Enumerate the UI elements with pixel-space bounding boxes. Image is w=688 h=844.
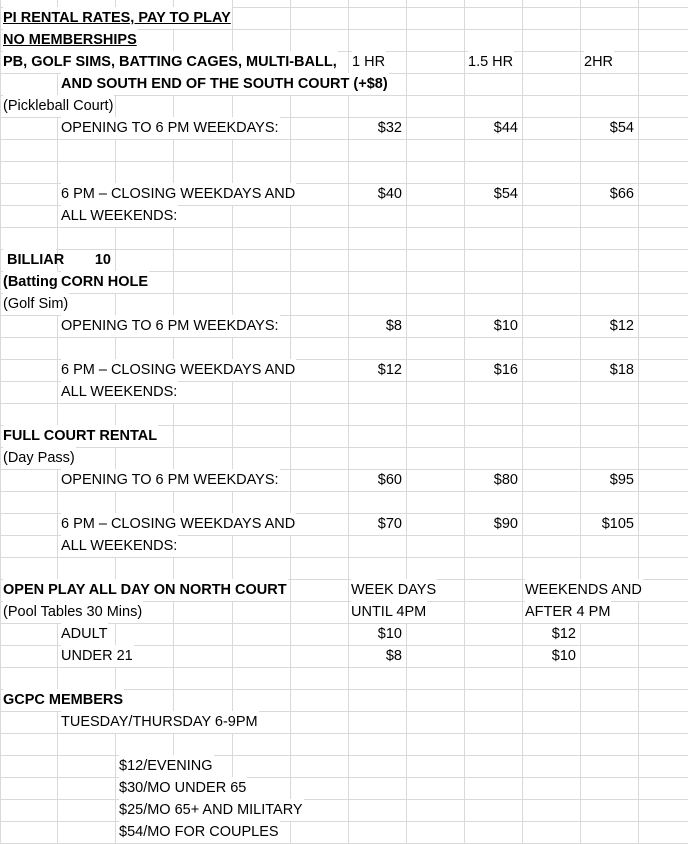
section-label[interactable]: GCPC MEMBERS — [3, 689, 124, 711]
price-cell[interactable]: $32 — [377, 120, 402, 136]
col-header-weekdays[interactable]: WEEK DAYS — [351, 579, 437, 601]
membership-price[interactable]: $12/EVENING — [119, 755, 214, 777]
col-header-2hr[interactable]: 2HR — [584, 51, 614, 73]
membership-price[interactable]: $54/MO FOR COUPLES — [119, 821, 280, 843]
row-label[interactable]: ALL WEEKENDS: — [61, 205, 178, 227]
golf-sim-label[interactable]: (Golf Sim) — [3, 293, 69, 315]
batting-label[interactable]: (Batting — [3, 271, 58, 293]
price-cell[interactable]: $80 — [493, 472, 518, 488]
cornhole-label[interactable]: CORN HOLE — [61, 271, 149, 293]
column-gridline — [290, 0, 291, 844]
title-cell[interactable]: PI RENTAL RATES, PAY TO PLAY — [3, 7, 232, 29]
price-cell[interactable]: $8 — [385, 318, 402, 334]
price-cell[interactable]: $8 — [385, 648, 402, 664]
col-header-1-5hr[interactable]: 1.5 HR — [468, 51, 514, 73]
section-label[interactable]: OPEN PLAY ALL DAY ON NORTH COURT — [3, 579, 288, 601]
price-cell[interactable]: $18 — [609, 362, 634, 378]
row-label[interactable]: 6 PM – CLOSING WEEKDAYS AND — [61, 513, 296, 535]
row-label[interactable]: OPENING TO 6 PM WEEKDAYS: — [61, 117, 280, 139]
column-gridline — [406, 0, 407, 844]
section-sublabel[interactable]: (Pool Tables 30 Mins) — [3, 601, 143, 623]
price-cell[interactable]: $44 — [493, 120, 518, 136]
price-cell[interactable]: $105 — [601, 516, 634, 532]
col-header-weekends-2[interactable]: AFTER 4 PM — [525, 601, 611, 623]
billiards-label[interactable]: BILLIAR — [3, 249, 56, 271]
row-label[interactable]: ALL WEEKENDS: — [61, 381, 178, 403]
services-cell-2[interactable]: AND SOUTH END OF THE SOUTH COURT (+$8) — [61, 73, 389, 95]
row-label[interactable]: OPENING TO 6 PM WEEKDAYS: — [61, 469, 280, 491]
section-label[interactable]: FULL COURT RENTAL — [3, 425, 158, 447]
price-cell[interactable]: $12 — [551, 626, 576, 642]
price-cell[interactable]: $10 — [493, 318, 518, 334]
row-label[interactable]: 6 PM – CLOSING WEEKDAYS AND — [61, 359, 296, 381]
schedule-cell[interactable]: TUESDAY/THURSDAY 6-9PM — [61, 711, 259, 733]
row-label[interactable]: ADULT — [61, 623, 108, 645]
price-cell[interactable]: $10 — [377, 626, 402, 642]
price-cell[interactable]: $12 — [609, 318, 634, 334]
price-cell[interactable]: $90 — [493, 516, 518, 532]
price-cell[interactable]: $12 — [377, 362, 402, 378]
col-header-1hr[interactable]: 1 HR — [352, 51, 386, 73]
subtitle-cell[interactable]: NO MEMBERSHIPS — [3, 29, 138, 51]
column-gridline — [522, 0, 523, 844]
price-cell[interactable]: $16 — [493, 362, 518, 378]
col-header-weekends[interactable]: WEEKENDS AND — [525, 579, 643, 601]
row-label[interactable]: ALL WEEKENDS: — [61, 535, 178, 557]
row-label[interactable]: UNDER 21 — [61, 645, 134, 667]
billiards-value[interactable]: 10 — [94, 252, 111, 268]
price-cell[interactable]: $54 — [493, 186, 518, 202]
price-cell[interactable]: $95 — [609, 472, 634, 488]
col-header-weekdays-2[interactable]: UNTIL 4PM — [351, 601, 427, 623]
section-sublabel[interactable]: (Day Pass) — [3, 447, 76, 469]
membership-price[interactable]: $25/MO 65+ AND MILITARY — [119, 799, 304, 821]
price-cell[interactable]: $66 — [609, 186, 634, 202]
row-label[interactable]: 6 PM – CLOSING WEEKDAYS AND — [61, 183, 296, 205]
section-label[interactable]: (Pickleball Court) — [3, 95, 114, 117]
membership-price[interactable]: $30/MO UNDER 65 — [119, 777, 247, 799]
price-cell[interactable]: $70 — [377, 516, 402, 532]
price-cell[interactable]: $54 — [609, 120, 634, 136]
services-cell[interactable]: PB, GOLF SIMS, BATTING CAGES, MULTI-BALL, — [3, 51, 338, 73]
price-cell[interactable]: $10 — [551, 648, 576, 664]
price-cell[interactable]: $40 — [377, 186, 402, 202]
column-gridline — [57, 0, 58, 844]
row-label[interactable]: OPENING TO 6 PM WEEKDAYS: — [61, 315, 280, 337]
price-cell[interactable]: $60 — [377, 472, 402, 488]
column-gridline — [638, 0, 639, 844]
